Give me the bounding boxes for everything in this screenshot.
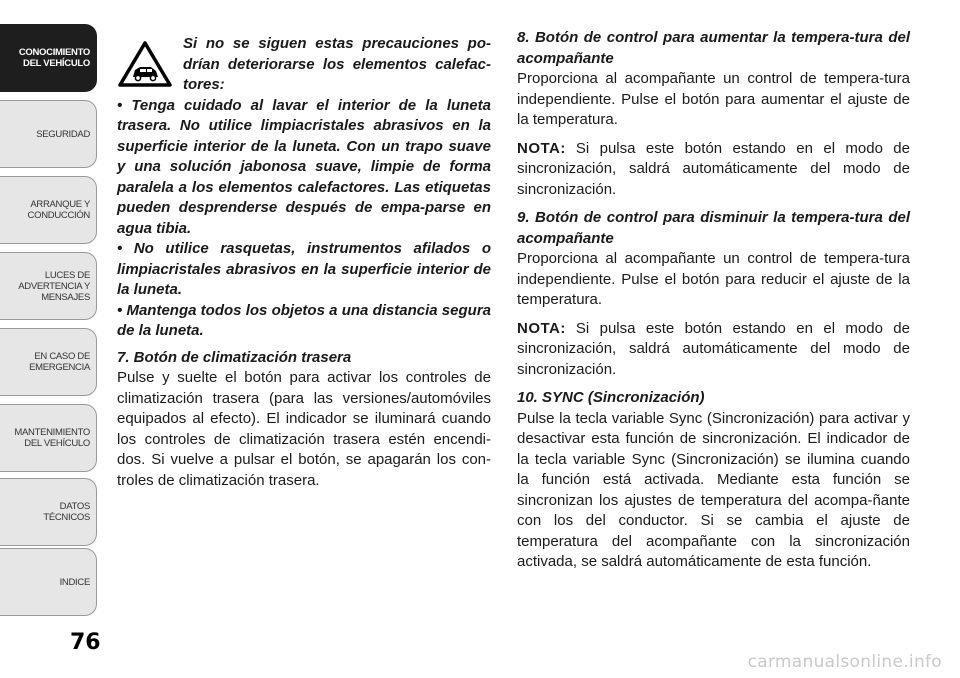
tab-en-caso-de-emergencia[interactable]	[0, 328, 97, 396]
tab-conocimiento-del-vehiculo[interactable]	[0, 24, 97, 92]
tab-label: ARRANQUE Y CONDUCCIÓN	[27, 199, 90, 221]
tab-mantenimiento-del-vehiculo[interactable]	[0, 404, 97, 472]
tab-luces-de-advertencia[interactable]	[0, 252, 97, 320]
tab-label: INDICE	[59, 576, 90, 588]
section-7-body: Pulse y suelte el botón para activar los controles de climatización trasera (para las versiones/automóviles equipados al efecto). El indicador se iluminará cuando los controles de climatización trasera estén encendi-dos. Si vuelve a pulsar el botón, se apagarán los con-troles de climatización trasera.	[117, 369, 491, 489]
tab-arranque-y-conduccion[interactable]	[0, 176, 97, 244]
note-1	[517, 139, 910, 201]
section-10-heading: 10. SYNC (Sincronización)	[517, 389, 705, 406]
warning-block	[117, 34, 491, 96]
right-column	[517, 28, 910, 573]
note-label: NOTA:	[517, 139, 566, 157]
warning-bullet: • No utilice rasquetas, instrumentos afilados o limpiacristales abrasivos en la superficie interior de la luneta.	[117, 240, 491, 298]
tab-label: MANTENIMIENTO DEL VEHÍCULO	[14, 427, 90, 449]
section-7-heading: 7. Botón de climatización trasera	[117, 348, 352, 366]
watermark: carmanualsonline.info	[747, 652, 942, 672]
tab-seguridad[interactable]	[0, 100, 97, 168]
note-text: Si pulsa este botón estando en el modo de sincronización, saldrá automáticamente del modo de sincronización.	[517, 319, 910, 378]
section-8-body: Proporciona al acompañante un control de tempera-tura independiente. Pulse el botón para aumentar el ajuste de la temperatura.	[517, 70, 910, 128]
note-2	[517, 319, 910, 381]
tab-label: CONOCIMIENTO DEL VEHÍCULO	[18, 47, 90, 69]
tab-label: SEGURIDAD	[36, 128, 90, 140]
tab-label: EN CASO DE EMERGENCIA	[29, 351, 90, 373]
car-warning-triangle-icon	[117, 40, 173, 88]
warning-intro: Si no se siguen estas precauciones po-drían deteriorarse los elementos calefac-tores:	[183, 35, 491, 93]
left-column	[117, 34, 491, 491]
note-label: NOTA:	[517, 319, 566, 337]
tab-label: DATOS TÉCNICOS	[43, 501, 90, 523]
warning-bullet: • Tenga cuidado al lavar el interior de la luneta trasera. No utilice limpiacristales abrasivos en la superficie interior de la luneta. Con un trapo suave y una solución jabonosa suave, limpie de forma paralela a los elementos calefactores. Las etiquetas pueden desprenderse después de empa-parse en agua tibia.	[117, 96, 491, 237]
section-9-heading: 9. Botón de control para disminuir la tempera-tura del acompañante	[517, 209, 910, 247]
tab-indice[interactable]	[0, 548, 97, 616]
section-10-body: Pulse la tecla variable Sync (Sincronización) para activar y desactivar esta función de sincronización. El indicador de la tecla variable Sync (Sincronización) se ilumina cuando la función está activada. Mediante esta función se sincronizan los ajustes de temperatura del acompa-ñante con los del conductor. Si se cambia el ajuste de temperatura del acompañante con la sincronización activada, se saldrá automáticamente de esta función.	[517, 409, 910, 570]
section-9-body: Proporciona al acompañante un control de tempera-tura independiente. Pulse el botón para reducir el ajuste de la temperatura.	[517, 250, 910, 308]
note-text: Si pulsa este botón estando en el modo de sincronización, saldrá automáticamente del modo de sincronización.	[517, 139, 910, 198]
page-number: 76	[70, 630, 101, 655]
warning-bullet: • Mantenga todos los objetos a una distancia segura de la luneta.	[117, 301, 491, 339]
tab-label: LUCES DE ADVERTENCIA Y MENSAJES	[18, 269, 90, 303]
tab-datos-tecnicos[interactable]	[0, 478, 97, 546]
section-8-heading: 8. Botón de control para aumentar la tempera-tura del acompañante	[517, 29, 910, 67]
